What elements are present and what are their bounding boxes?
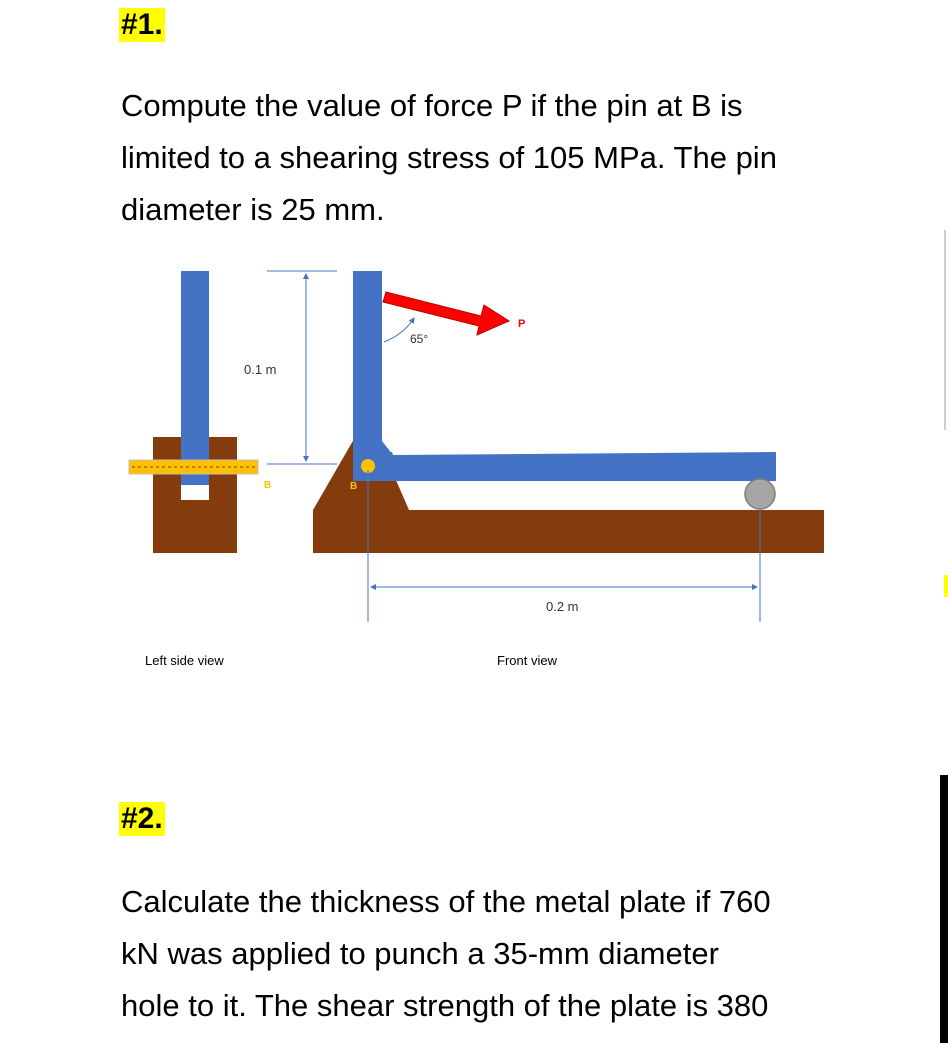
adjacent-page-highlight (944, 575, 948, 597)
angle-label: 65° (410, 332, 429, 346)
caption-front-view: Front view (497, 653, 557, 668)
left-side-view (129, 271, 337, 668)
front-view (313, 271, 824, 668)
problem-1-line: limited to a shearing stress of 105 MPa. The pin (121, 140, 777, 175)
front-pin-label: B (350, 481, 358, 492)
dim-horizontal-label: 0.2 m (546, 599, 579, 614)
left-pin-label: B (264, 480, 272, 491)
roller (745, 479, 775, 509)
problem-2-line: Calculate the thickness of the metal plate if 760 (121, 884, 771, 919)
front-vertical-member (353, 271, 382, 446)
front-horizontal-member (366, 452, 776, 481)
dim-vertical-label: 0.1 m (244, 362, 277, 377)
problem-2-line: hole to it. The shear strength of the plate is 380 (121, 988, 769, 1023)
problem-1-number: #1. (121, 8, 163, 41)
left-member (181, 271, 209, 485)
problem-2-number: #2. (121, 802, 163, 835)
problem-2-line: kN was applied to punch a 35-mm diameter (121, 936, 719, 971)
problem-1-line: Compute the value of force P if the pin at B is (121, 88, 743, 123)
force-label: P (518, 318, 526, 330)
force-arrow (383, 292, 509, 335)
adjacent-page-edge (944, 230, 946, 430)
front-member-foot (353, 441, 393, 481)
adjacent-page-dark-image (940, 775, 948, 1043)
left-clevis-slot (181, 485, 209, 500)
caption-left-view: Left side view (145, 653, 224, 668)
problem-2-text (121, 876, 829, 1032)
problem-1-line: diameter is 25 mm. (121, 192, 385, 227)
